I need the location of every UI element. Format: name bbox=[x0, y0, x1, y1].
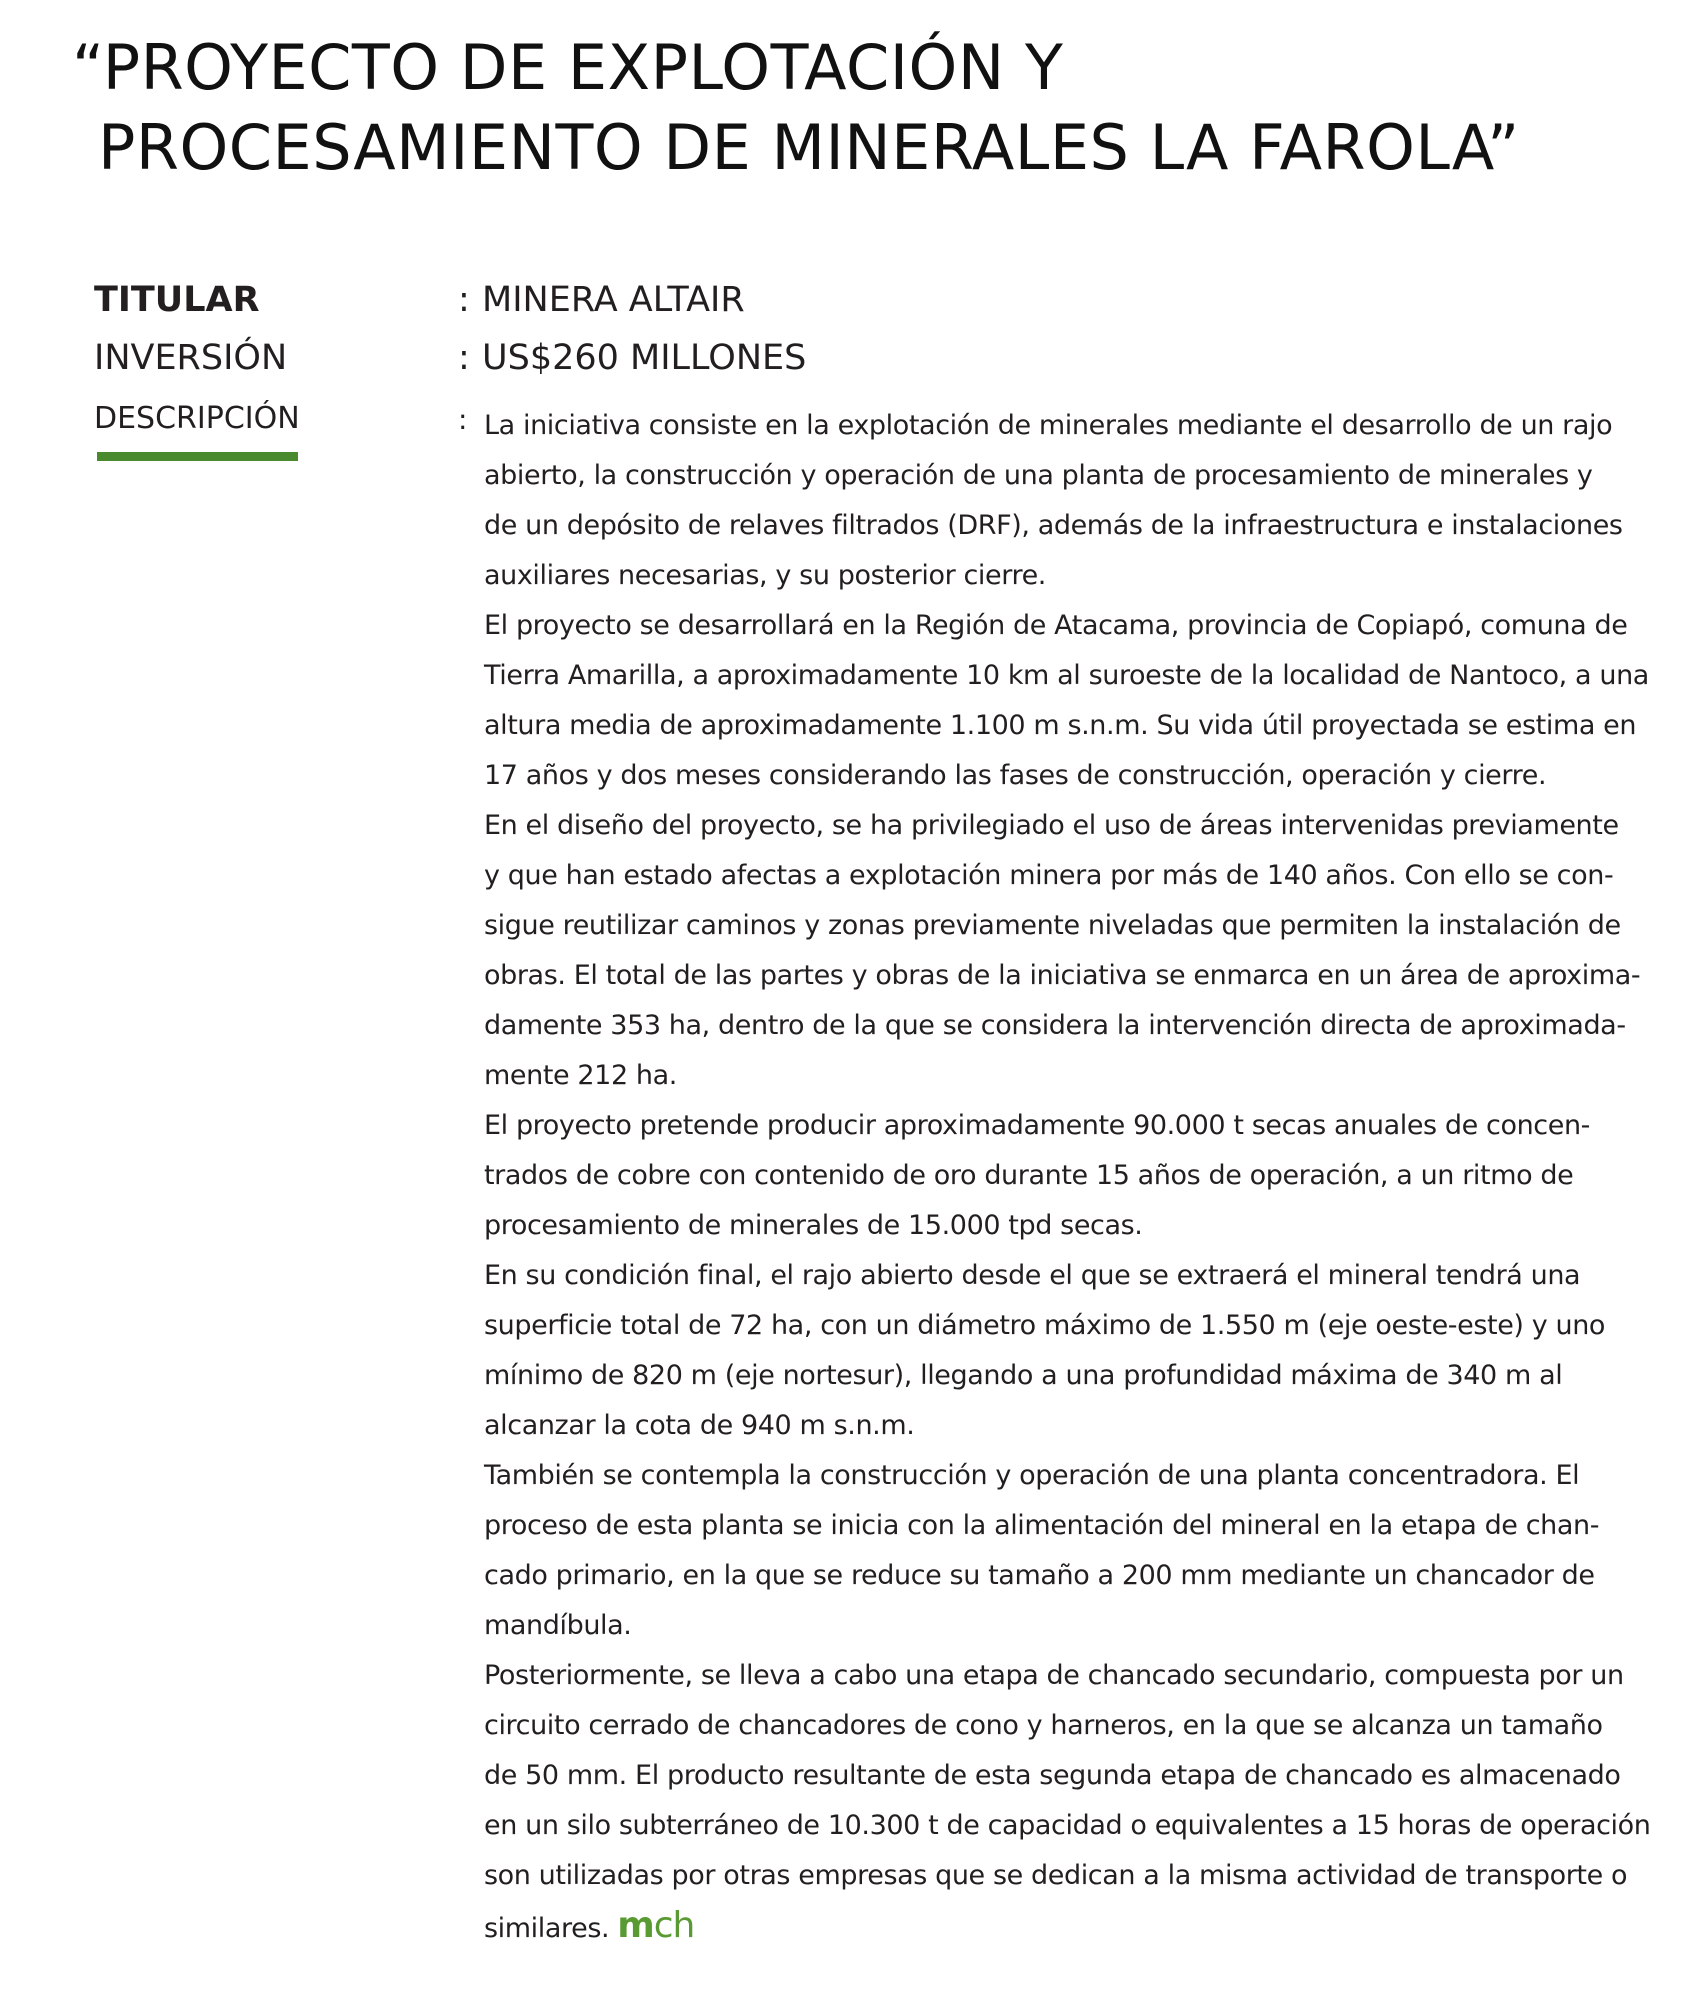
description-line: altura media de aproximadamente 1.100 m s.n.m. Su vida útil proyectada se estima en bbox=[484, 710, 1637, 741]
title-line-2: PROCESAMIENTO DE MINERALES LA FAROLA” bbox=[98, 111, 1520, 184]
description-line: alcanzar la cota de 940 m s.n.m. bbox=[484, 1410, 915, 1441]
description-line: proceso de esta planta se inicia con la alimentación del mineral en la etapa de chan- bbox=[484, 1510, 1600, 1541]
description-line: auxiliares necesarias, y su posterior cierre. bbox=[484, 560, 1046, 591]
description-line: El proyecto se desarrollará en la Región de Atacama, provincia de Copiapó, comuna de bbox=[484, 610, 1628, 641]
titular-separator: : bbox=[458, 280, 470, 320]
description-line: Tierra Amarilla, a aproximadamente 10 km al suroeste de la localidad de Nantoco, a una bbox=[484, 660, 1649, 691]
description-line: y que han estado afectas a explotación minera por más de 140 años. Con ello se con- bbox=[484, 860, 1614, 891]
descripcion-underline bbox=[97, 452, 298, 461]
description-line: mínimo de 820 m (eje nortesur), llegando a una profundidad máxima de 340 m al bbox=[484, 1360, 1563, 1391]
description-line: También se contempla la construcción y operación de una planta concentradora. El bbox=[484, 1460, 1580, 1491]
description-line: Posteriormente, se lleva a cabo una etapa de chancado secundario, compuesta por un bbox=[484, 1660, 1624, 1691]
description-line: mandíbula. bbox=[484, 1610, 632, 1641]
description-line: La iniciativa consiste en la explotación de minerales mediante el desarrollo de un rajo bbox=[484, 410, 1613, 441]
logo-ch: ch bbox=[653, 1905, 695, 1946]
page-title bbox=[72, 28, 1632, 188]
description-line: procesamiento de minerales de 15.000 tpd secas. bbox=[484, 1210, 1143, 1241]
description-line: 17 años y dos meses considerando las fases de construcción, operación y cierre. bbox=[484, 760, 1547, 791]
description-line: damente 353 ha, dentro de la que se considera la intervención directa de aproximada- bbox=[484, 1010, 1626, 1041]
description-line: de 50 mm. El producto resultante de esta segunda etapa de chancado es almacenado bbox=[484, 1760, 1621, 1791]
description-line: El proyecto pretende producir aproximadamente 90.000 t secas anuales de concen- bbox=[484, 1110, 1591, 1141]
description-line: cado primario, en la que se reduce su tamaño a 200 mm mediante un chancador de bbox=[484, 1560, 1595, 1591]
description-body bbox=[484, 401, 1651, 1954]
description-line: sigue reutilizar caminos y zonas previamente niveladas que permiten la instalación de bbox=[484, 910, 1621, 941]
description-line: trados de cobre con contenido de oro durante 15 años de operación, a un ritmo de bbox=[484, 1160, 1574, 1191]
title-line-1: “PROYECTO DE EXPLOTACIÓN Y bbox=[72, 31, 1064, 104]
descripcion-label: DESCRIPCIÓN bbox=[94, 401, 300, 436]
description-line: En el diseño del proyecto, se ha privilegiado el uso de áreas intervenidas previamente bbox=[484, 810, 1619, 841]
inversion-separator: : bbox=[458, 338, 470, 378]
descripcion-separator: : bbox=[458, 403, 468, 436]
description-line: similares. bbox=[484, 1913, 610, 1944]
description-line: de un depósito de relaves filtrados (DRF), además de la infraestructura e instalaciones bbox=[484, 510, 1623, 541]
titular-value: MINERA ALTAIR bbox=[482, 280, 745, 320]
description-line: en un silo subterráneo de 10.300 t de capacidad o equivalentes a 15 horas de operación bbox=[484, 1810, 1651, 1841]
description-line: En su condición final, el rajo abierto desde el que se extraerá el mineral tendrá una bbox=[484, 1260, 1581, 1291]
description-line: superficie total de 72 ha, con un diámetro máximo de 1.550 m (eje oeste-este) y uno bbox=[484, 1310, 1606, 1341]
description-last-line bbox=[484, 1901, 1614, 1954]
description-line: obras. El total de las partes y obras de la iniciativa se enmarca en un área de aproxima- bbox=[484, 960, 1641, 991]
description-line: mente 212 ha. bbox=[484, 1060, 677, 1091]
description-line: circuito cerrado de chancadores de cono y harneros, en la que se alcanza un tamaño bbox=[484, 1710, 1603, 1741]
description-line: abierto, la construcción y operación de una planta de procesamiento de minerales y bbox=[484, 460, 1593, 491]
titular-label: TITULAR bbox=[94, 280, 260, 320]
logo-m: m bbox=[617, 1905, 654, 1946]
description-line: son utilizadas por otras empresas que se dedican a la misma actividad de transporte o bbox=[484, 1860, 1628, 1891]
inversion-label: INVERSIÓN bbox=[94, 338, 288, 378]
inversion-value: US$260 MILLONES bbox=[482, 338, 807, 378]
mch-logo bbox=[617, 1905, 694, 1946]
